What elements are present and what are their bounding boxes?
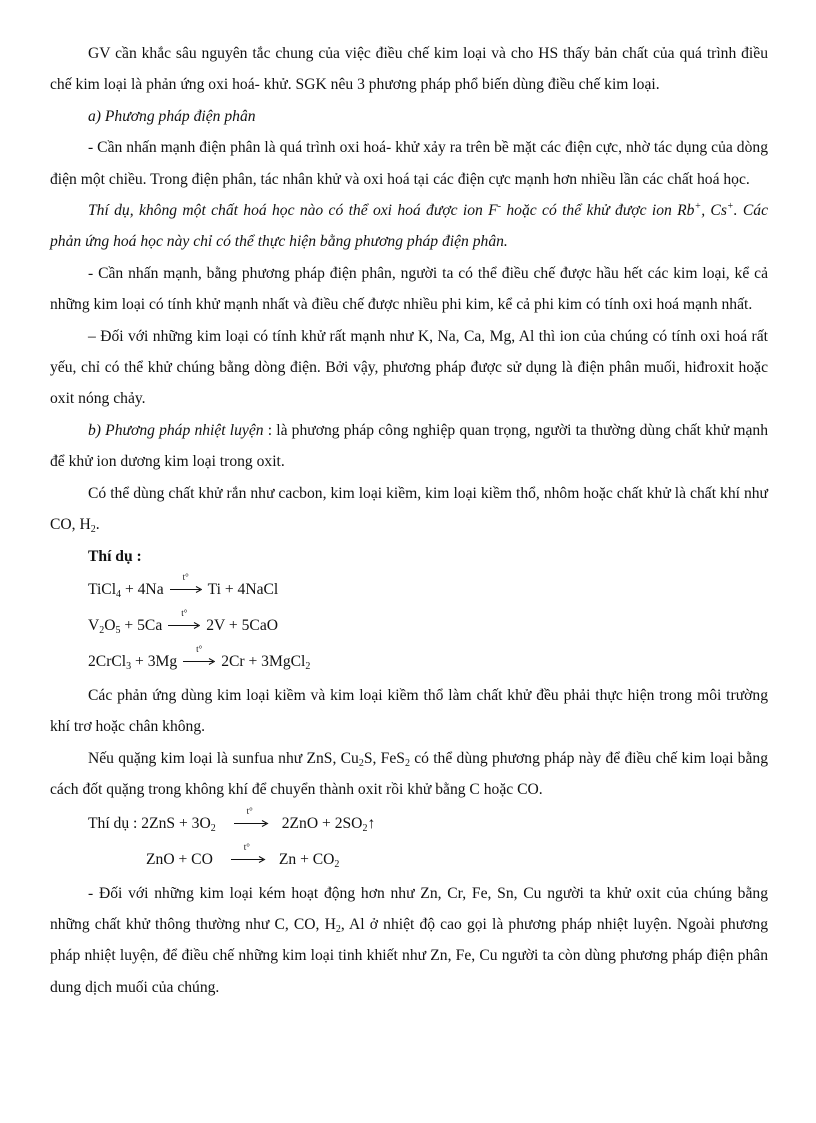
- eq-term: + 5Ca: [120, 616, 163, 634]
- paragraph-less-active-metals: [50, 878, 768, 1004]
- subscript: 2: [90, 524, 96, 536]
- eq-term: O: [104, 616, 116, 634]
- equation-ticl4: [88, 572, 768, 608]
- eq-term: + 4Na: [121, 580, 164, 598]
- example-label: Thí dụ :: [88, 547, 142, 565]
- text-segment: , Al ở nhiệt độ cao gọi là phương pháp nhiệt luyện. Ngoài phương pháp nhiệt luyện, để điều chế những kim loại tinh khiết như Zn, Fe, Cu người ta còn dùng phương pháp điện phân dung dịch muối của chúng.: [50, 915, 768, 996]
- text-segment: Nếu quặng kim loại là sunfua như ZnS, Cu: [88, 749, 359, 767]
- equation-v2o5: [88, 608, 768, 644]
- reaction-arrow-icon: [168, 607, 200, 629]
- superscript: -: [497, 201, 502, 213]
- eq-term: Zn + CO: [278, 850, 335, 868]
- subscript: 2: [99, 624, 105, 636]
- gas-arrow: ↑: [367, 814, 376, 832]
- subscript: 2: [335, 923, 341, 935]
- text-segment: . Các phản ứng hoá học này chỉ có thể thực hiện bằng phương pháp điện phân.: [50, 202, 768, 251]
- subscript: 2: [210, 822, 216, 834]
- text-segment: Có thể dùng chất khử rắn như cacbon, kim loại kiềm, kim loại kiềm thổ, nhôm hoặc chất khử là chất khí như CO, H: [50, 484, 768, 534]
- eq-term: 2ZnO + 2SO: [281, 814, 363, 832]
- subscript: 2: [305, 660, 311, 672]
- subscript: 4: [116, 588, 122, 600]
- text-segment: có thể dùng phương pháp này để điều chế kim loại bằng cách đốt quặng trong không khí để chuyển thành oxit rồi khử bằng C hoặc CO.: [50, 749, 768, 799]
- subscript: 5: [115, 624, 121, 636]
- text-segment: .: [95, 516, 100, 534]
- eq-term: ZnO + CO: [146, 850, 213, 868]
- eq-term: V: [88, 616, 100, 634]
- superscript: +: [726, 201, 734, 213]
- reaction-arrow-icon: [170, 571, 202, 593]
- equation-crcl3: [88, 644, 768, 680]
- eq-term: + 3Mg: [131, 652, 178, 670]
- text-segment: : là phương pháp công nghiệp quan trọng, người ta thường dùng chất khử mạnh để khử ion dương kim loại trong oxit.: [50, 421, 768, 471]
- arrow-condition: t°: [246, 805, 253, 816]
- reaction-arrow-icon: [183, 643, 215, 665]
- paragraph-electrolysis-3: – Đối với những kim loại có tính khử rất mạnh như K, Na, Ca, Mg, Al thì ion của chúng có tính oxi hoá rất yếu, chỉ có thể khử chúng bằng dòng điện. Bởi vậy, phương pháp được sử dụng là điện phân muối, hiđroxit hoặc oxit nóng chảy.: [50, 327, 768, 408]
- superscript: +: [694, 201, 702, 213]
- subscript: 3: [126, 660, 132, 672]
- arrow-condition: t°: [181, 607, 188, 618]
- subscript: 2: [334, 858, 340, 870]
- subscript: 2: [362, 822, 368, 834]
- eq-prefix: Thí dụ :: [88, 814, 142, 832]
- paragraph-electrolysis-2: - Cần nhấn mạnh, bằng phương pháp điện phân, người ta có thể điều chế được hầu hết các kim loại, kể cả những kim loại có tính khử mạnh nhất và điều chế được nhiều phi kim, kể cả phi kim có tính oxi hoá mạnh nhất.: [50, 264, 768, 314]
- paragraph-inert-atmosphere: Các phản ứng dùng kim loại kiềm và kim loại kiềm thổ làm chất khử đều phải thực hiện trong môi trường khí trơ hoặc chân không.: [50, 686, 768, 736]
- reaction-arrow-icon: [230, 805, 270, 827]
- eq-term: 2CrCl: [88, 652, 127, 670]
- document-page: [50, 38, 768, 1003]
- arrow-condition: t°: [196, 643, 203, 654]
- eq-term: 2V + 5CaO: [206, 616, 278, 634]
- arrow-condition: t°: [182, 571, 189, 582]
- heading-electrolysis: a) Phương pháp điện phân: [88, 107, 256, 125]
- paragraph-electrolysis-1: - Cần nhấn mạnh điện phân là quá trình oxi hoá- khử xảy ra trên bề mặt các điện cực, nhờ tác dụng của dòng điện một chiều. Trong điện phân, tác nhân khử và oxi hoá tại các điện cực mạnh hơn nhiều lần các chất hoá học.: [50, 139, 768, 188]
- equation-zno: [146, 842, 768, 878]
- text-segment: , Cs: [701, 202, 727, 220]
- text-segment: Thí dụ, không một chất hoá học nào có thể oxi hoá được ion F: [88, 202, 498, 220]
- text-segment: S, FeS: [363, 749, 405, 767]
- paragraph-electrolysis-example: [50, 195, 768, 258]
- paragraph-pyrometallurgy: [50, 415, 768, 478]
- paragraph-sulfide-ores: [50, 743, 768, 806]
- eq-term: 2ZnS + 3O: [141, 814, 211, 832]
- text-segment: - Đối với những kim loại kém hoạt động hơn như Zn, Cr, Fe, Sn, Cu người ta khử oxit của chúng bằng những chất khử thông thường như C, CO, H: [50, 884, 768, 933]
- equation-zns: [88, 806, 768, 842]
- reaction-arrow-icon: [227, 841, 267, 863]
- arrow-condition: t°: [243, 841, 250, 852]
- heading-pyrometallurgy: b) Phương pháp nhiệt luyện: [88, 421, 264, 439]
- paragraph-reducing-agents: [50, 478, 768, 541]
- eq-term: TiCl: [88, 580, 117, 598]
- eq-term: 2Cr + 3MgCl: [221, 652, 306, 670]
- eq-term: Ti + 4NaCl: [207, 580, 279, 598]
- paragraph-intro: GV cần khắc sâu nguyên tắc chung của việc điều chế kim loại và cho HS thấy bản chất của quá trình điều chế kim loại là phản ứng oxi hoá- khử. SGK nêu 3 phương pháp phổ biến dùng điều chế kim loại.: [50, 45, 768, 94]
- subscript: 2: [404, 757, 410, 769]
- text-segment: hoặc có thể khử được ion Rb: [501, 202, 695, 220]
- subscript: 2: [358, 757, 364, 769]
